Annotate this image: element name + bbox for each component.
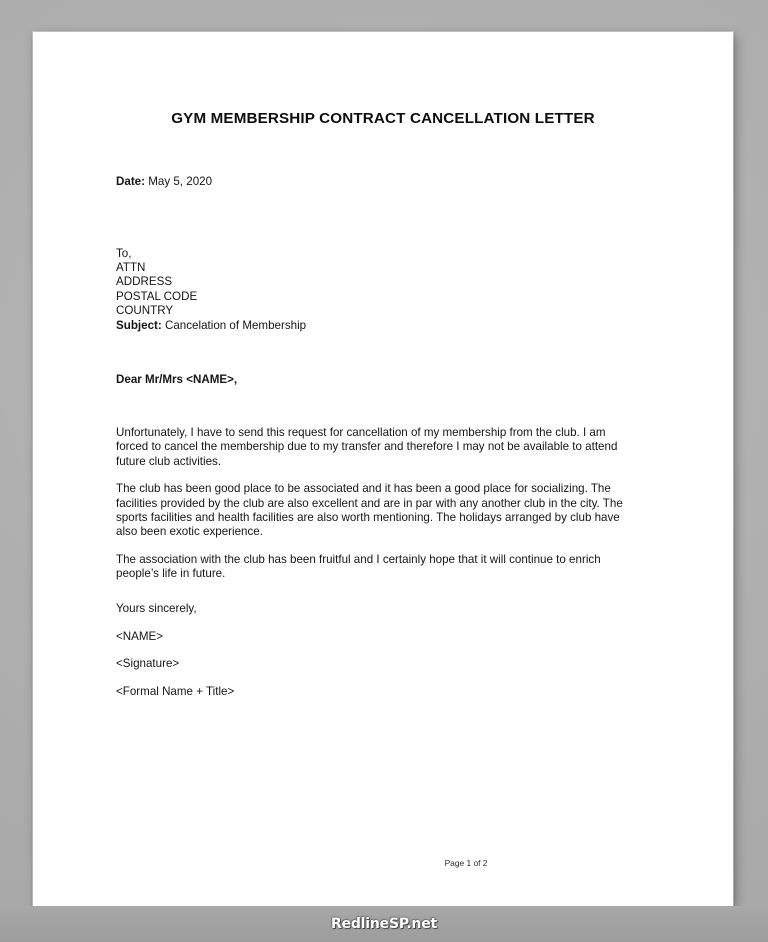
address-line-address: ADDRESS bbox=[116, 275, 173, 289]
date-line bbox=[116, 175, 212, 188]
address-line-attn: ATTN bbox=[116, 261, 146, 275]
watermark-text: RedlineSP.net bbox=[330, 916, 437, 932]
signature-placeholder: <Signature> bbox=[116, 657, 180, 670]
letter-content bbox=[116, 32, 640, 906]
watermark-bar bbox=[0, 906, 768, 942]
document-page bbox=[33, 32, 733, 906]
salutation: Dear Mr/Mrs <NAME>, bbox=[116, 373, 238, 386]
body-paragraph-2: The club has been good place to be associated and it has been a good place for socializing. The facilities provided by the club are also excellent and are in par with any another club in the city. The sports facilities and health facilities are also worth mentioning. The holidays arranged by club have also been exotic experience. bbox=[116, 482, 623, 539]
body-paragraph-1: Unfortunately, I have to send this request for cancellation of my membership from the club. I am forced to cancel the membership due to my transfer and therefore I may not be available to attend future club activities. bbox=[116, 426, 618, 468]
page-title: GYM MEMBERSHIP CONTRACT CANCELLATION LETTER bbox=[171, 110, 595, 127]
closing-block bbox=[116, 602, 640, 699]
date-value: May 5, 2020 bbox=[148, 175, 213, 188]
formal-name-title-placeholder: <Formal Name + Title> bbox=[116, 684, 235, 698]
letter-body bbox=[116, 426, 640, 595]
date-label: Date: bbox=[116, 175, 145, 188]
subject-label: Subject: bbox=[116, 319, 162, 332]
body-paragraph-3: The association with the club has been fruitful and I certainly hope that it will continue to enrich people’s life in future. bbox=[116, 552, 601, 581]
address-line-postal-code: POSTAL CODE bbox=[116, 289, 198, 303]
address-line-country: COUNTRY bbox=[116, 303, 174, 317]
recipient-address-block bbox=[116, 247, 197, 318]
subject-value: Cancelation of Membership bbox=[164, 319, 307, 332]
valediction: Yours sincerely, bbox=[116, 602, 197, 615]
page-footer: Page 1 of 2 bbox=[444, 858, 488, 868]
signer-name-placeholder: <NAME> bbox=[116, 629, 164, 643]
address-line-to: To, bbox=[116, 247, 132, 260]
subject-line bbox=[116, 319, 306, 332]
